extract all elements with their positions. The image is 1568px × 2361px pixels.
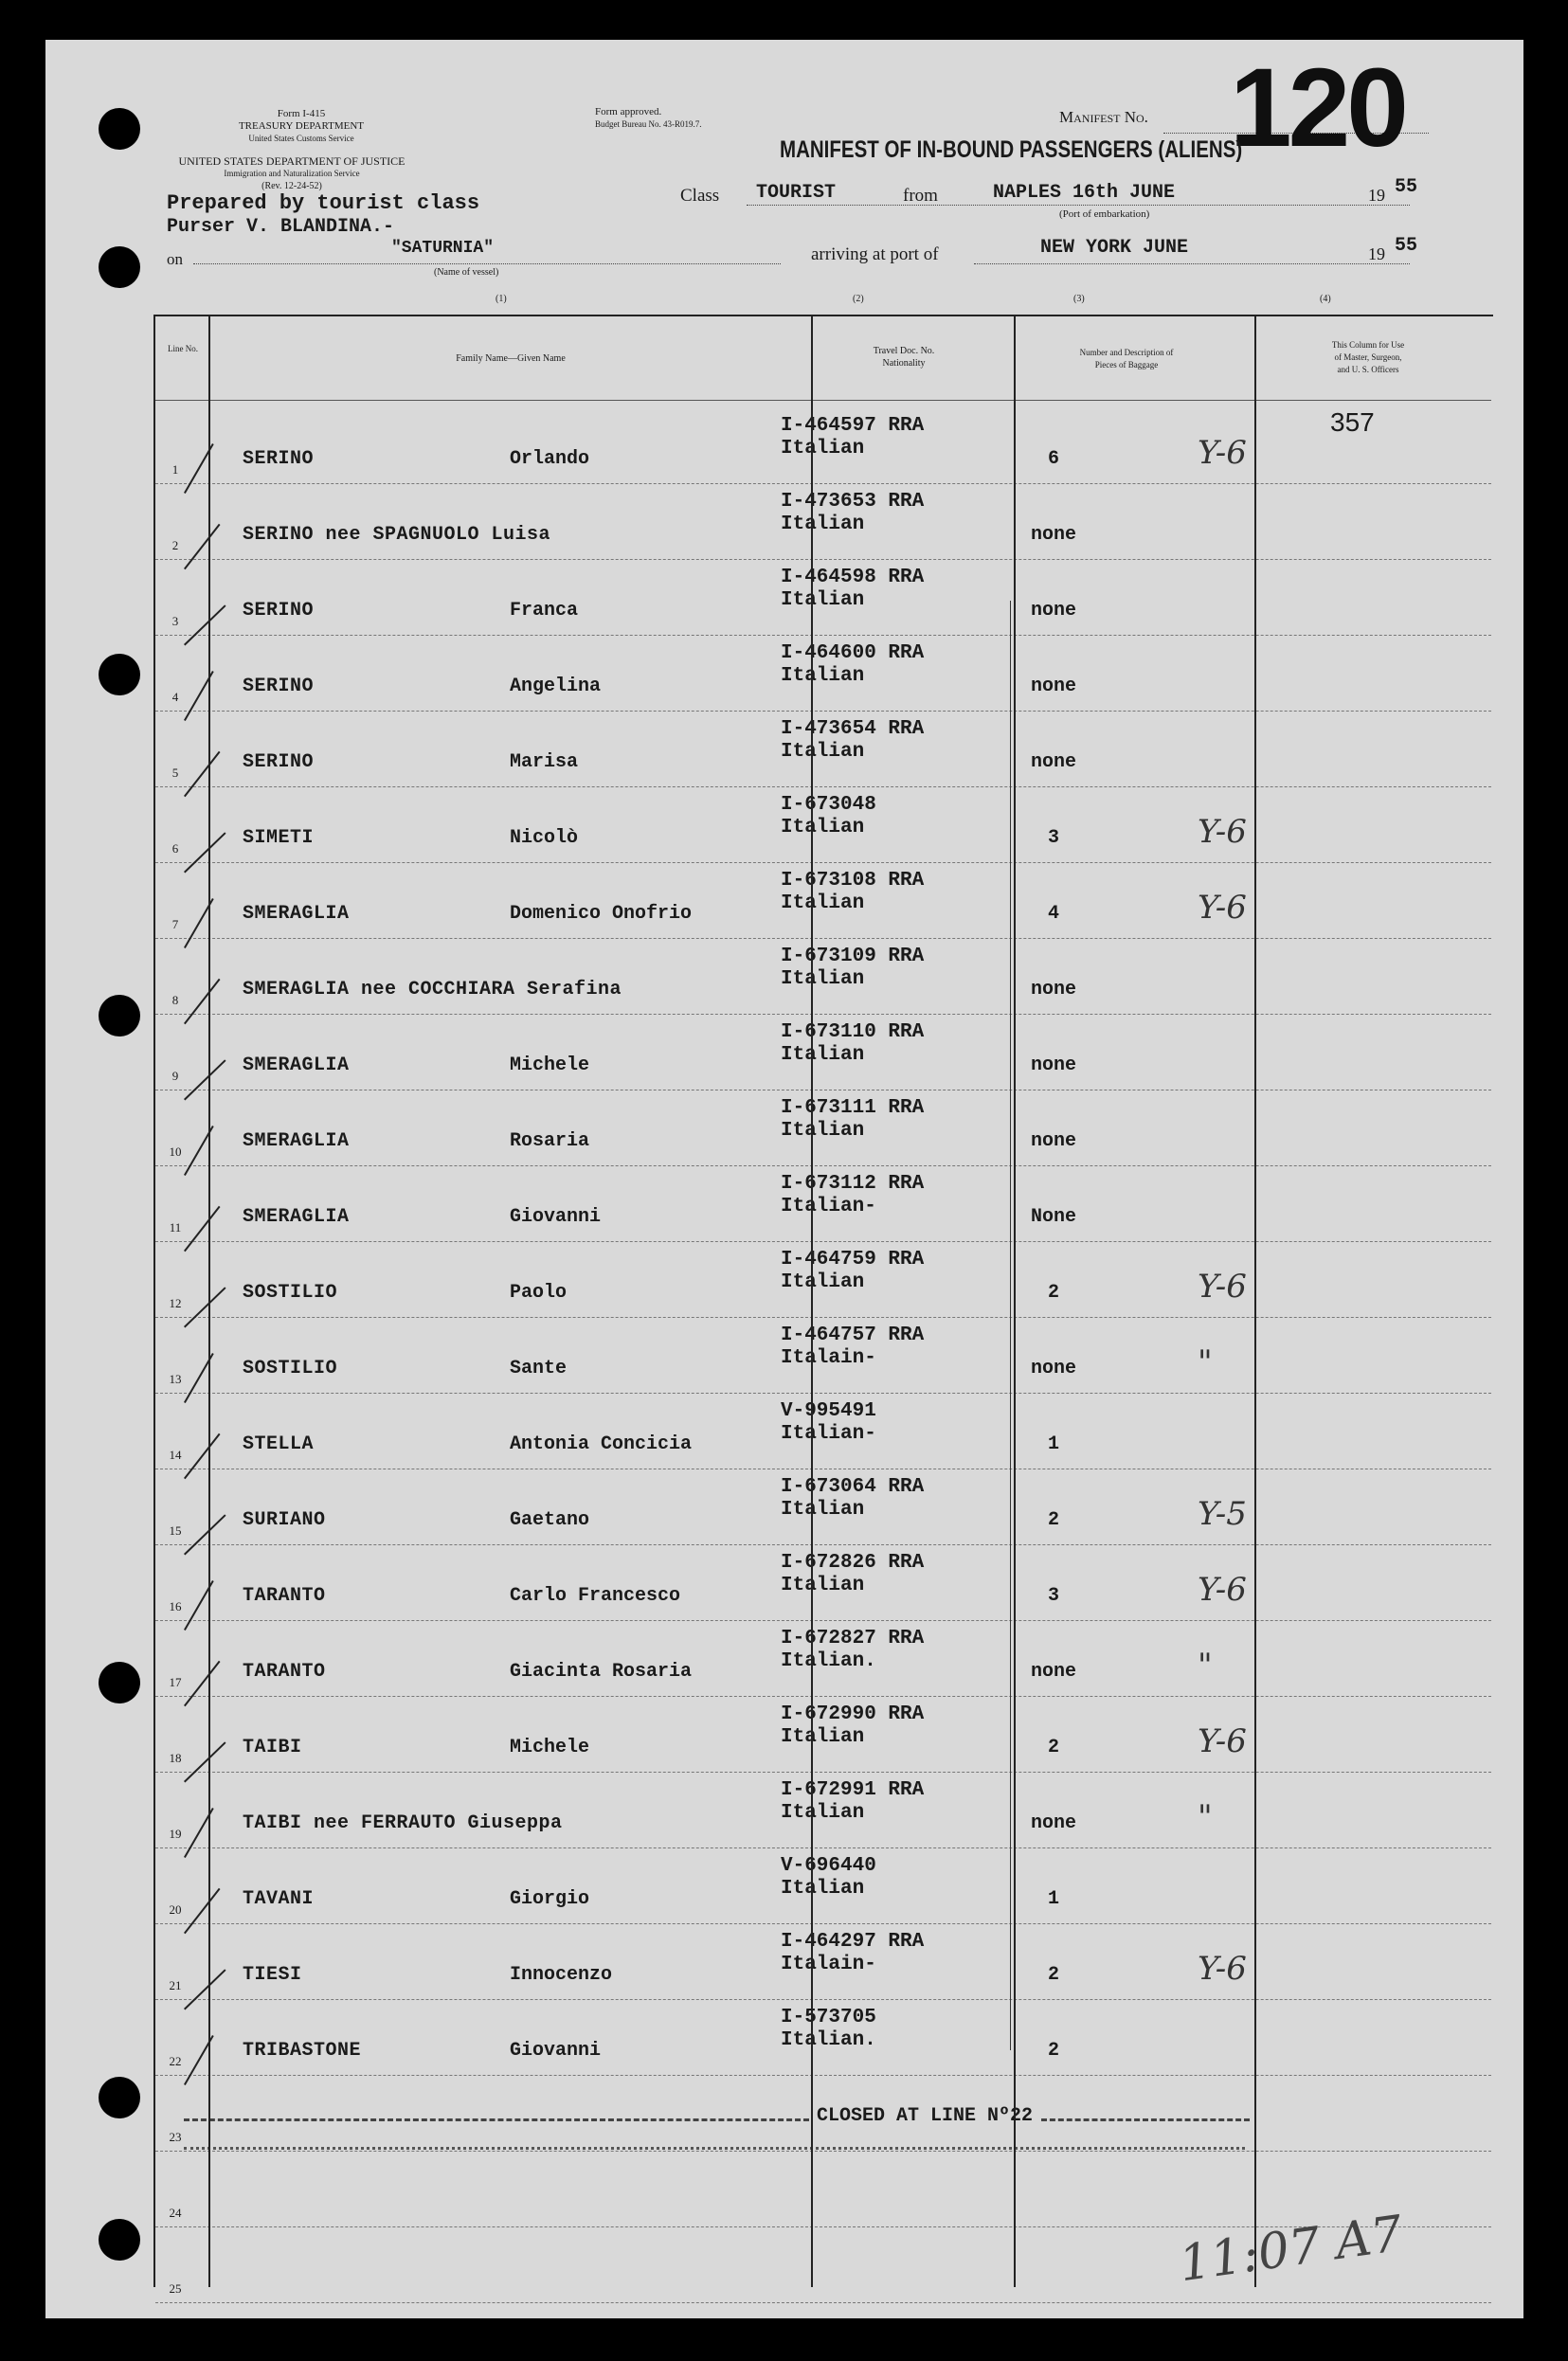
col-divider — [208, 316, 210, 2287]
on-label: on — [167, 250, 183, 268]
table-row — [155, 559, 1446, 635]
travel-doc-number: I-673111 RRA — [781, 1097, 925, 1119]
class-label: Class — [680, 186, 720, 206]
given-name: Paolo — [510, 1282, 568, 1304]
line-number: 24 — [169, 2206, 182, 2220]
nationality: Italian. — [781, 2029, 876, 2051]
family-name: TAVANI — [243, 1888, 315, 1910]
baggage-count: none — [1030, 676, 1076, 697]
line-number: 14 — [169, 1448, 182, 1462]
vessel-name: "SATURNIA" — [391, 239, 495, 258]
baggage-count: none — [1030, 524, 1076, 546]
line-number: 4 — [171, 690, 179, 704]
table-row — [155, 1014, 1446, 1090]
nationality: Italian. — [781, 1650, 876, 1672]
table-row — [155, 862, 1446, 938]
line-number: 3 — [171, 614, 179, 628]
line-number: 11 — [169, 1220, 182, 1235]
punch-hole — [99, 654, 140, 695]
family-name: TARANTO — [243, 1585, 326, 1607]
vessel-caption: (Name of vessel) — [434, 267, 499, 278]
baggage-count: 2 — [1047, 1282, 1059, 1304]
passenger-table — [153, 315, 1493, 2296]
col-header-line: Line No. — [168, 344, 198, 353]
customs-service: United States Customs Service — [248, 134, 354, 143]
given-name: Giacinta Rosaria — [510, 1661, 693, 1683]
given-name: Innocenzo — [510, 1964, 613, 1986]
given-name: Franca — [510, 600, 579, 622]
table-row — [155, 1696, 1446, 1772]
travel-doc-number: I-464598 RRA — [781, 567, 925, 588]
punch-hole — [99, 1662, 140, 1703]
family-name: SMERAGLIA nee COCCHIARA Serafina — [243, 979, 622, 1000]
baggage-count: none — [1030, 1054, 1076, 1076]
nationality: Italian — [781, 1271, 865, 1293]
travel-doc-number: I-672991 RRA — [781, 1779, 925, 1801]
closing-dots — [184, 2147, 1245, 2150]
family-name: TARANTO — [243, 1661, 326, 1683]
given-name: Orlando — [510, 448, 590, 470]
line-number: 20 — [169, 1902, 182, 1917]
table-row — [155, 786, 1446, 862]
officer-note: Y-6 — [1198, 1571, 1247, 1609]
family-name: STELLA — [243, 1433, 315, 1455]
nationality: Italian — [781, 1802, 865, 1824]
closed-at-line: CLOSED AT LINE Nº22 — [817, 2105, 1034, 2127]
baggage-count: none — [1030, 979, 1076, 1000]
family-name: SMERAGLIA — [243, 1054, 350, 1076]
nationality: Italian — [781, 1878, 865, 1900]
line-number: 8 — [171, 993, 179, 1007]
nationality: Italian — [781, 1726, 865, 1748]
baggage-count: 6 — [1047, 448, 1059, 470]
table-row — [155, 1847, 1446, 1923]
baggage-count: none — [1030, 1130, 1076, 1152]
travel-doc-number: V-696440 — [781, 1855, 876, 1877]
officer-note: Y-5 — [1198, 1495, 1247, 1533]
manifest-number: 120 — [1230, 45, 1405, 171]
family-name: SERINO — [243, 751, 315, 773]
baggage-count: 2 — [1047, 1509, 1059, 1531]
nationality: Italian- — [781, 1196, 876, 1217]
family-name: SIMETI — [243, 827, 315, 849]
doj-block — [150, 155, 434, 192]
officer-note: Y-6 — [1198, 434, 1247, 472]
punch-hole — [99, 2077, 140, 2118]
travel-doc-number: I-673110 RRA — [781, 1021, 925, 1043]
class-line — [747, 205, 1410, 206]
approval-block — [595, 106, 702, 131]
given-name: Angelina — [510, 676, 602, 697]
line-number: 13 — [169, 1372, 182, 1386]
table-row — [155, 2151, 1446, 2226]
from-label: from — [903, 186, 938, 206]
given-name: Giovanni — [510, 1206, 602, 1228]
baggage-count: 4 — [1047, 903, 1059, 925]
travel-doc-number: I-673109 RRA — [781, 946, 925, 967]
year-prefix: 19 — [1368, 186, 1385, 205]
table-row — [155, 1317, 1446, 1393]
given-name: Giovanni — [510, 2040, 602, 2062]
arriving-line — [974, 263, 1410, 264]
family-name: TIESI — [243, 1964, 302, 1986]
family-name: SOSTILIO — [243, 1282, 338, 1304]
ruled-stroke — [1010, 601, 1011, 2050]
punch-hole — [99, 246, 140, 288]
officers-label-3: and U. S. Officers — [1337, 365, 1399, 374]
baggage-count: 2 — [1047, 1964, 1059, 1986]
embarkation-caption: (Port of embarkation) — [1059, 208, 1150, 220]
nationality: Italian — [781, 817, 865, 838]
baggage-count: 2 — [1047, 2040, 1059, 2062]
closing-strike — [184, 2118, 809, 2121]
family-name: TAIBI — [243, 1737, 302, 1758]
given-name: Antonia Concicia — [510, 1433, 693, 1455]
table-row — [155, 938, 1446, 1014]
table-row — [155, 483, 1446, 559]
col-num-2: (2) — [853, 294, 864, 304]
col-divider — [1014, 316, 1016, 2287]
officer-note: " — [1198, 1798, 1213, 1836]
baggage-label-2: Pieces of Baggage — [1094, 360, 1159, 369]
table-row — [155, 1090, 1446, 1165]
line-number: 18 — [169, 1751, 182, 1765]
col-divider — [811, 316, 813, 2287]
family-name: TRIBASTONE — [243, 2040, 362, 2062]
header-rule — [155, 400, 1491, 401]
col-num-1: (1) — [496, 294, 507, 304]
table-row — [155, 1393, 1446, 1469]
family-name: SMERAGLIA — [243, 1206, 350, 1228]
given-name: Michele — [510, 1737, 590, 1758]
table-row — [155, 1772, 1446, 1847]
line-number: 16 — [169, 1599, 182, 1613]
form-number: Form I-415 — [277, 108, 326, 119]
travel-doc-label: Travel Doc. No. — [873, 346, 935, 356]
manifest-title: MANIFEST OF IN-BOUND PASSENGERS (ALIENS) — [780, 136, 1243, 163]
form-id-block — [197, 108, 406, 145]
family-name: SERINO nee SPAGNUOLO Luisa — [243, 524, 551, 546]
table-row — [155, 1923, 1446, 1999]
col-divider — [1254, 316, 1256, 2287]
year-prefix-2: 19 — [1368, 244, 1385, 263]
punch-hole — [99, 995, 140, 1036]
given-name: Giorgio — [510, 1888, 590, 1910]
row-rule — [155, 2302, 1491, 2303]
family-name: SERINO — [243, 676, 315, 697]
family-name: SERINO — [243, 600, 315, 622]
officer-note: " — [1198, 1343, 1213, 1381]
line-number: 7 — [171, 917, 179, 931]
nationality: Italian — [781, 589, 865, 611]
vessel-line — [193, 263, 781, 264]
officer-note: Y-6 — [1198, 1950, 1247, 1988]
table-row — [155, 711, 1446, 786]
page-note: 357 — [1330, 407, 1375, 437]
baggage-count: 1 — [1047, 1433, 1059, 1455]
family-name: SMERAGLIA — [243, 903, 350, 925]
given-name: Nicolò — [510, 827, 579, 849]
line-number: 17 — [169, 1675, 182, 1689]
col-header-baggage — [1008, 347, 1245, 371]
line-number: 6 — [171, 841, 179, 856]
table-row — [155, 1469, 1446, 1544]
signature-note: 11:07 A7 — [1175, 2205, 1407, 2294]
travel-doc-number: I-464597 RRA — [781, 415, 925, 437]
budget-bureau: Budget Bureau No. 43-R019.7. — [595, 119, 702, 129]
family-name: SOSTILIO — [243, 1358, 338, 1379]
baggage-count: none — [1030, 1812, 1076, 1834]
given-name: Marisa — [510, 751, 579, 773]
line-number: 9 — [171, 1069, 179, 1083]
travel-doc-number: I-672826 RRA — [781, 1552, 925, 1574]
treasury-dept: TREASURY DEPARTMENT — [238, 120, 365, 132]
travel-doc-number: I-673064 RRA — [781, 1476, 925, 1498]
baggage-count: None — [1030, 1206, 1076, 1228]
line-number: 21 — [169, 1978, 182, 1992]
travel-doc-number: I-464757 RRA — [781, 1325, 925, 1346]
officers-label-2: of Master, Surgeon, — [1334, 352, 1402, 362]
from-value: NAPLES 16th JUNE — [993, 182, 1176, 204]
given-name: Sante — [510, 1358, 568, 1379]
line-number: 23 — [169, 2130, 182, 2144]
table-row — [155, 1165, 1446, 1241]
arriving-value: NEW YORK JUNE — [1040, 237, 1189, 259]
baggage-label-1: Number and Description of — [1079, 348, 1174, 357]
travel-doc-number: V-995491 — [781, 1400, 876, 1422]
given-name: Michele — [510, 1054, 590, 1076]
travel-doc-number: I-473654 RRA — [781, 718, 925, 740]
ins-label: Immigration and Naturalization Service — [224, 169, 360, 178]
travel-doc-number: I-673048 — [781, 794, 876, 816]
line-number: 25 — [169, 2281, 182, 2296]
col-num-3: (3) — [1073, 294, 1085, 304]
travel-doc-number: I-573705 — [781, 2007, 876, 2028]
given-name: Domenico Onofrio — [510, 903, 693, 925]
officer-note: Y-6 — [1198, 1268, 1247, 1306]
prepared-by: Prepared by tourist class — [167, 191, 480, 215]
col-header-officers — [1254, 339, 1482, 376]
officer-note: Y-6 — [1198, 813, 1247, 851]
year-value-2: 55 — [1395, 235, 1418, 257]
line-number: 10 — [169, 1144, 182, 1159]
line-number: 12 — [169, 1296, 182, 1310]
travel-doc-number: I-464600 RRA — [781, 642, 925, 664]
baggage-count: 2 — [1047, 1737, 1059, 1758]
revision-label: (Rev. 12-24-52) — [261, 181, 322, 191]
travel-doc-number: I-673112 RRA — [781, 1173, 925, 1195]
closing-strike-2 — [1041, 2118, 1250, 2121]
purser-name: Purser V. BLANDINA.- — [167, 216, 395, 238]
form-approved: Form approved. — [595, 106, 662, 117]
table-row — [155, 1241, 1446, 1317]
nationality: Italian — [781, 1120, 865, 1142]
arriving-label: arriving at port of — [811, 244, 939, 264]
col-header-name: Family Name—Given Name — [456, 353, 566, 364]
travel-doc-number: I-672827 RRA — [781, 1628, 925, 1649]
nationality: Italian — [781, 968, 865, 990]
nationality: Italain- — [781, 1954, 876, 1975]
officer-note: Y-6 — [1198, 889, 1247, 927]
nationality: Italian — [781, 741, 865, 763]
manifest-no-label: Manifest No. — [1059, 108, 1148, 126]
travel-doc-number: I-464297 RRA — [781, 1931, 925, 1953]
baggage-count: 1 — [1047, 1888, 1059, 1910]
travel-doc-number: I-672990 RRA — [781, 1703, 925, 1725]
col-header-travel — [809, 345, 999, 369]
table-row — [155, 1544, 1446, 1620]
officer-note: " — [1198, 1647, 1213, 1685]
nationality: Italain- — [781, 1347, 876, 1369]
family-name: SERINO — [243, 448, 315, 470]
travel-doc-number: I-464759 RRA — [781, 1249, 925, 1271]
nationality: Italian — [781, 665, 865, 687]
punch-hole — [99, 2219, 140, 2261]
nationality: Italian — [781, 1044, 865, 1066]
officers-label-1: This Column for Use — [1331, 340, 1405, 350]
line-number: 1 — [171, 462, 179, 477]
year-value: 55 — [1395, 176, 1418, 198]
baggage-count: none — [1030, 751, 1076, 773]
given-name: Rosaria — [510, 1130, 590, 1152]
baggage-count: 3 — [1047, 1585, 1059, 1607]
manifest-page — [45, 40, 1523, 2318]
nationality-label: Nationality — [882, 358, 926, 369]
line-number: 19 — [169, 1827, 182, 1841]
line-number: 2 — [171, 538, 179, 552]
table-row — [155, 1620, 1446, 1696]
nationality: Italian — [781, 1575, 865, 1596]
nationality: Italian — [781, 1499, 865, 1521]
given-name: Carlo Francesco — [510, 1585, 681, 1607]
table-row — [155, 407, 1446, 483]
baggage-count: none — [1030, 1358, 1076, 1379]
line-number: 15 — [169, 1523, 182, 1538]
doj-label: UNITED STATES DEPARTMENT OF JUSTICE — [178, 154, 406, 168]
family-name: TAIBI nee FERRAUTO Giuseppa — [243, 1812, 563, 1834]
baggage-count: 3 — [1047, 827, 1059, 849]
table-row — [155, 635, 1446, 711]
punch-hole — [99, 108, 140, 150]
given-name: Gaetano — [510, 1509, 590, 1531]
col-num-4: (4) — [1320, 294, 1331, 304]
family-name: SURIANO — [243, 1509, 326, 1531]
nationality: Italian — [781, 514, 865, 535]
officer-note: Y-6 — [1198, 1722, 1247, 1760]
line-number: 5 — [171, 766, 179, 780]
travel-doc-number: I-673108 RRA — [781, 870, 925, 892]
baggage-count: none — [1030, 600, 1076, 622]
family-name: SMERAGLIA — [243, 1130, 350, 1152]
nationality: Italian- — [781, 1423, 876, 1445]
nationality: Italian — [781, 892, 865, 914]
class-value: TOURIST — [756, 182, 837, 204]
table-row — [155, 1999, 1446, 2075]
nationality: Italian — [781, 438, 865, 460]
baggage-count: none — [1030, 1661, 1076, 1683]
travel-doc-number: I-473653 RRA — [781, 491, 925, 513]
table-row — [155, 2075, 1446, 2151]
line-number: 22 — [169, 2054, 182, 2068]
